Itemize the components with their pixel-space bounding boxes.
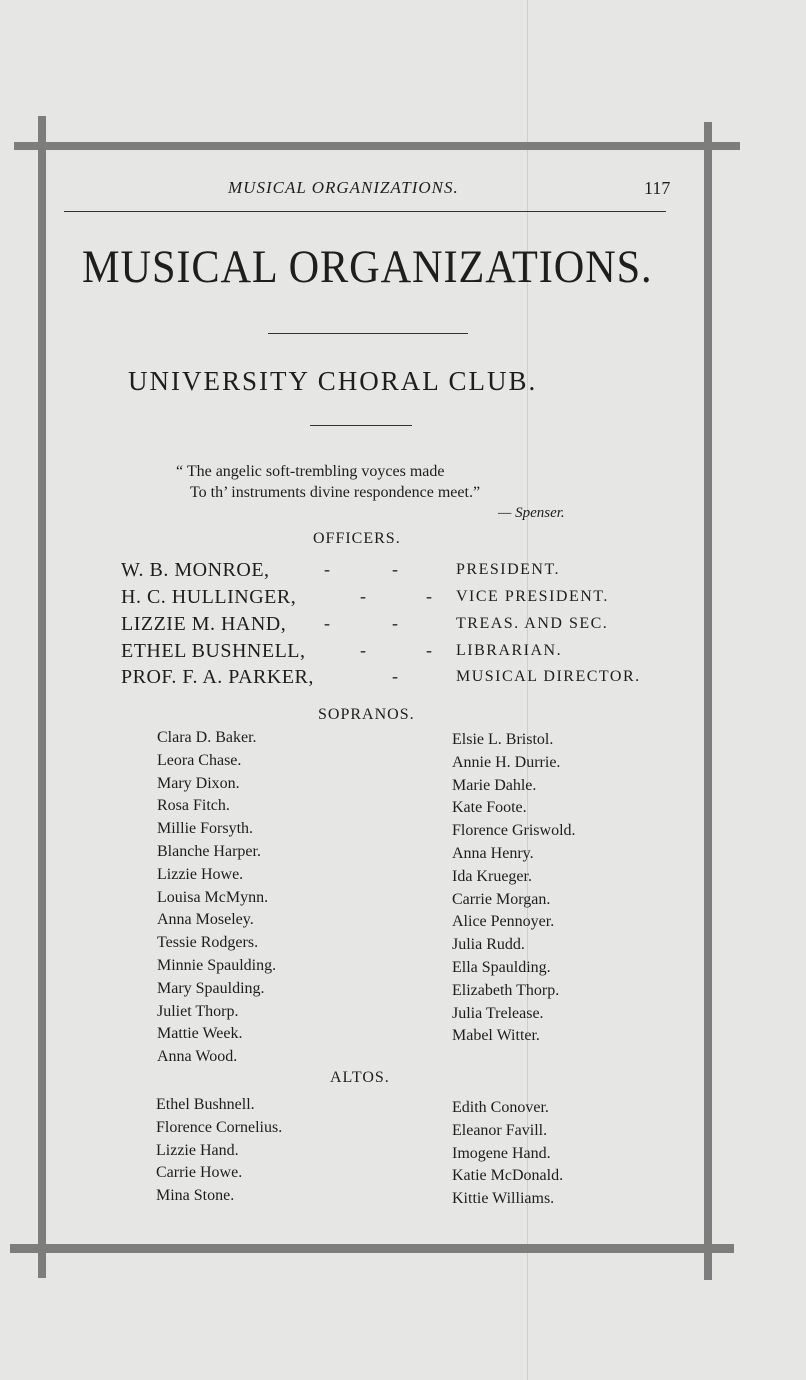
- member-name: Anna Henry.: [452, 845, 534, 862]
- member-name: Ethel Bushnell.: [156, 1096, 255, 1113]
- member-name: Blanche Harper.: [157, 843, 261, 860]
- member-name: Mina Stone.: [156, 1187, 235, 1205]
- officer-row: [0, 613, 806, 639]
- member-name: Anna Wood.: [157, 1048, 238, 1066]
- altos-heading: ALTOS.: [330, 1069, 390, 1086]
- member-name: Alice Pennoyer.: [452, 913, 555, 931]
- officer-row: [0, 586, 806, 612]
- club-title: UNIVERSITY CHORAL CLUB.: [128, 366, 538, 396]
- member-name: Florence Griswold.: [452, 822, 576, 840]
- officer-name: W. B. MONROE,: [121, 559, 270, 581]
- member-name: Julia Rudd.: [452, 936, 525, 954]
- epigraph-line-1: “ The angelic soft-trembling voyces made: [176, 463, 445, 480]
- member-name: Ida Krueger.: [452, 867, 532, 885]
- member-name: Anna Moseley.: [157, 911, 254, 929]
- officer-row: [0, 666, 806, 692]
- page-number: 117: [644, 178, 671, 198]
- member-name: Minnie Spaulding.: [157, 957, 277, 974]
- leader-dash: -: [360, 640, 366, 660]
- member-name: Louisa McMynn.: [157, 888, 269, 906]
- member-name: Mary Dixon.: [157, 774, 240, 792]
- member-name: Annie H. Durrie.: [452, 753, 561, 771]
- officer-name: PROF. F. A. PARKER,: [121, 666, 314, 688]
- member-name: Mabel Witter.: [452, 1027, 540, 1045]
- border-rule-left: [38, 116, 46, 1278]
- leader-dash: -: [360, 586, 366, 606]
- page-title: MUSICAL ORGANIZATIONS.: [82, 241, 653, 293]
- member-name: Eleanor Favill.: [452, 1121, 548, 1139]
- officer-name: H. C. HULLINGER,: [121, 586, 297, 608]
- header-rule: [64, 211, 666, 212]
- member-name: Leora Chase.: [157, 751, 242, 769]
- leader-dash: -: [392, 559, 398, 579]
- epigraph-author: — Spenser.: [498, 505, 565, 521]
- officer-name: LIZZIE M. HAND,: [121, 613, 287, 635]
- member-name: Tessie Rodgers.: [157, 934, 259, 952]
- officer-role: PRESIDENT.: [456, 561, 561, 578]
- member-name: Edith Conover.: [452, 1099, 549, 1116]
- officer-name: ETHEL BUSHNELL,: [121, 640, 306, 662]
- member-name: Carrie Morgan.: [452, 890, 551, 908]
- member-name: Juliet Thorp.: [157, 1002, 239, 1020]
- border-rule-right: [704, 122, 712, 1280]
- officer-role: LIBRARIAN.: [456, 642, 563, 659]
- title-rule: [268, 333, 468, 334]
- epigraph-line-2: To th’ instruments divine respondence meet.”: [190, 484, 481, 501]
- member-name: Kittie Williams.: [452, 1190, 555, 1208]
- leader-dash: -: [426, 640, 432, 660]
- member-name: Carrie Howe.: [156, 1164, 243, 1182]
- member-name: Lizzie Howe.: [157, 865, 244, 883]
- member-name: Rosa Fitch.: [157, 797, 230, 815]
- leader-dash: -: [324, 559, 330, 579]
- member-name: Clara D. Baker.: [157, 729, 257, 746]
- border-rule-top: [14, 142, 740, 150]
- leader-dash: -: [426, 586, 432, 606]
- member-name: Mary Spaulding.: [157, 979, 265, 997]
- leader-dash: -: [392, 666, 398, 686]
- border-rule-bottom: [10, 1244, 734, 1253]
- officer-row: [0, 559, 806, 585]
- member-name: Julia Trelease.: [452, 1004, 544, 1022]
- member-name: Kate Foote.: [452, 799, 527, 817]
- member-name: Mattie Week.: [157, 1025, 243, 1043]
- officer-role: MUSICAL DIRECTOR.: [456, 668, 641, 685]
- sopranos-heading: SOPRANOS.: [318, 706, 415, 723]
- leader-dash: -: [324, 613, 330, 633]
- member-name: Lizzie Hand.: [156, 1141, 239, 1159]
- officer-role: TREAS. AND SEC.: [456, 615, 609, 632]
- member-name: Millie Forsyth.: [157, 820, 254, 838]
- member-name: Florence Cornelius.: [156, 1118, 283, 1136]
- running-head: MUSICAL ORGANIZATIONS.: [228, 178, 459, 197]
- member-name: Ella Spaulding.: [452, 959, 551, 976]
- member-name: Katie McDonald.: [452, 1167, 564, 1185]
- officer-role: VICE PRESIDENT.: [456, 588, 609, 605]
- leader-dash: -: [392, 613, 398, 633]
- officer-row: [0, 640, 806, 666]
- member-name: Elsie L. Bristol.: [452, 731, 554, 748]
- member-name: Elizabeth Thorp.: [452, 981, 560, 999]
- club-rule: [310, 425, 412, 426]
- officers-heading: OFFICERS.: [313, 530, 401, 547]
- member-name: Marie Dahle.: [452, 776, 537, 794]
- member-name: Imogene Hand.: [452, 1144, 551, 1162]
